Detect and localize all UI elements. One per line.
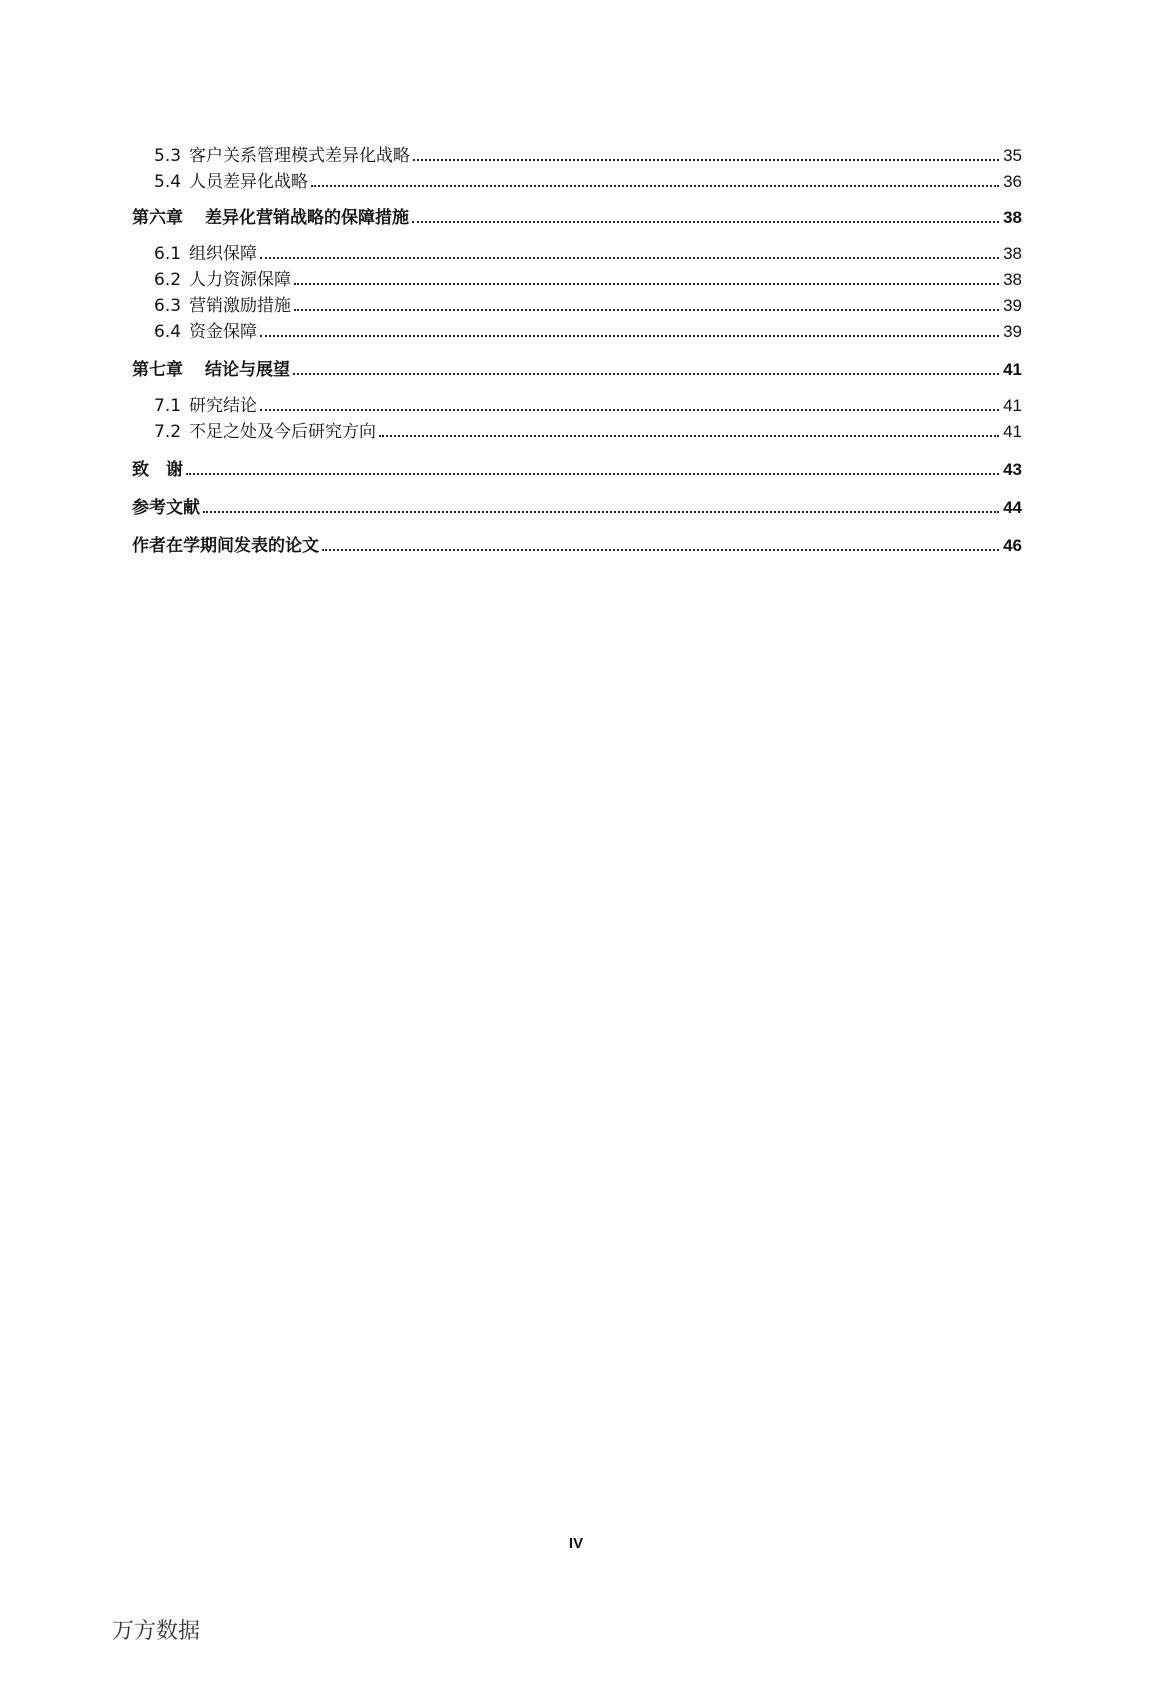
section-number: 6.2 (154, 270, 182, 290)
dot-leader (379, 435, 999, 437)
dot-leader (311, 185, 999, 187)
section-number: 7.1 (154, 396, 182, 416)
chapter-number: 第七章 (132, 360, 183, 380)
page-ref: 41 (1003, 360, 1022, 379)
dot-leader (413, 159, 999, 161)
section-title: 人员差异化战略 (189, 172, 309, 192)
section-title: 客户关系管理模式差异化战略 (189, 146, 411, 166)
dot-leader (203, 511, 999, 513)
toc-entry-6-4[interactable] (132, 316, 1022, 342)
section-title: 不足之处及今后研究方向 (189, 422, 377, 442)
page-ref: 35 (1003, 146, 1022, 165)
chapter-title: 作者在学期间发表的论文 (132, 536, 319, 556)
section-number: 6.4 (154, 322, 182, 342)
section-title: 研究结论 (189, 396, 258, 416)
toc-entry-5-3[interactable] (132, 140, 1022, 166)
page-ref: 38 (1003, 244, 1022, 263)
toc-publications[interactable] (132, 530, 1022, 556)
page-ref: 36 (1003, 172, 1022, 191)
toc-chapter-6[interactable] (132, 202, 1022, 228)
section-title: 营销激励措施 (189, 296, 292, 316)
chapter-number: 第六章 (132, 208, 183, 228)
dot-leader (294, 283, 999, 285)
page-number: IV (568, 1535, 584, 1552)
toc-entry-6-1[interactable] (132, 238, 1022, 264)
section-title: 组织保障 (189, 244, 258, 264)
chapter-title: 结论与展望 (205, 360, 290, 380)
dot-leader (186, 473, 999, 475)
chapter-title: 致 谢 (132, 460, 183, 480)
section-number: 5.4 (154, 172, 182, 192)
page-ref: 46 (1003, 536, 1022, 555)
dot-leader (322, 549, 999, 551)
toc-chapter-7[interactable] (132, 354, 1022, 380)
section-number: 7.2 (154, 422, 182, 442)
table-of-contents (132, 140, 1022, 566)
toc-references[interactable] (132, 492, 1022, 518)
section-number: 6.1 (154, 244, 182, 264)
toc-entry-5-4[interactable] (132, 166, 1022, 192)
page-ref: 43 (1003, 460, 1022, 479)
section-title: 人力资源保障 (189, 270, 292, 290)
dot-leader (293, 373, 999, 375)
toc-entry-7-1[interactable] (132, 390, 1022, 416)
section-number: 5.3 (154, 146, 182, 166)
toc-entry-6-2[interactable] (132, 264, 1022, 290)
page-ref: 39 (1003, 322, 1022, 341)
section-title: 资金保障 (189, 322, 258, 342)
chapter-title: 差异化营销战略的保障措施 (205, 208, 409, 228)
page-ref: 44 (1003, 498, 1022, 517)
page-ref: 38 (1003, 208, 1022, 227)
dot-leader (412, 221, 999, 223)
page-ref: 41 (1003, 422, 1022, 441)
toc-entry-7-2[interactable] (132, 416, 1022, 442)
section-number: 6.3 (154, 296, 182, 316)
dot-leader (294, 309, 999, 311)
page-ref: 38 (1003, 270, 1022, 289)
dot-leader (260, 257, 999, 259)
watermark: 万方数据 (112, 1619, 201, 1644)
dot-leader (260, 409, 999, 411)
dot-leader (260, 335, 999, 337)
page-ref: 39 (1003, 296, 1022, 315)
toc-acknowledgements[interactable] (132, 454, 1022, 480)
toc-entry-6-3[interactable] (132, 290, 1022, 316)
chapter-title: 参考文献 (132, 498, 200, 518)
page-ref: 41 (1003, 396, 1022, 415)
